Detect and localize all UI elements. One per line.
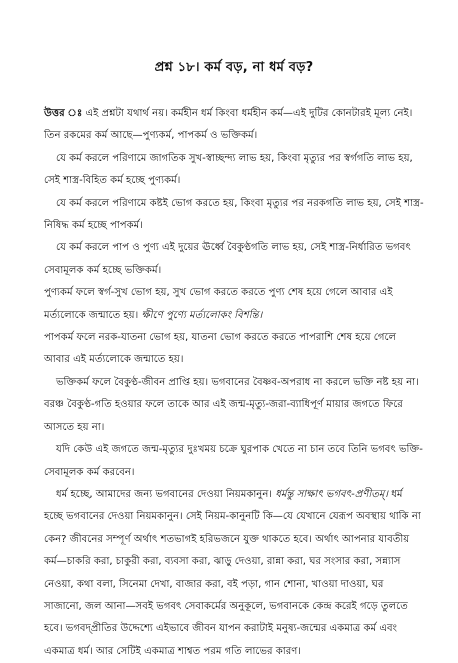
paragraph-text-continued: ধর্ম হচ্ছে ভগবানের দেওয়া নিয়মকানুন। সেই নিয়ম-কানুনটি কি—যে যেখানে যেরূপ অবস্থায় থাকি না কেন? জীবনের সম্পূর্ণ অর্থাৎ শতভাগই হরিভজনে যুক্ত থাকতে হবে। অর্থাৎ আপনার যাবতীয় কর্ম—চাকরি করা, চাকুরী করা, ব্যবসা করা, ঝাড়ু দেওয়া, রান্না করা, ঘর সংসার করা, সন্ন্যাস নেওয়া, কথা বলা, সিনেমা দেখা, বাজার করা, বই পড়া, গান শোনা, খাওয়া দাওয়া, ঘর সাজানো, জল আনা—সবই ভগবৎ সেবাকর্মের অনুকূলে, ভগবানকে কেন্দ্র করেই গড়ে তুলতে হবে। ভগবদ্‌প্রীতির উদ্দেশ্যে এইভাবে জীবন যাপন করাটাই মনুষ্য-জন্মের একমাত্র কর্ম এবং একমাত্র ধর্ম। আর সেটিই একমাত্র শাশ্বত পরম গতি লাভের কারণ। <box>44 488 421 657</box>
paragraph-text: যে কর্ম করলে পাপ ও পুণ্য এই দুয়ের ঊর্ধ্বে বৈকুণ্ঠগতি লাভ হয়, সেই শাস্ত্র-নির্ধারিত ভগবৎ সেবামূলক কর্ম হচ্ছে ভক্তিকর্ম। <box>44 242 411 276</box>
scripture-quote: ক্ষীণে পুণ্যে মর্ত্যলোকং বিশন্তি। <box>141 309 263 321</box>
conclusion-paragraph <box>44 439 424 484</box>
paragraph-text: এই প্রশ্নটা যথার্থ নয়। কর্মহীন ধর্ম কিংবা ধর্মহীন কর্ম—এই দুটির কোনটারই মূল্য নেই। তিন রকমের কর্ম আছে—পুণ্যকর্ম, পাপকর্ম ও ভক্তিকর্ম। <box>44 108 413 142</box>
scripture-quote: ধর্মন্তু সাক্ষাৎ ভগবৎ-প্রণীতম্। <box>275 488 389 500</box>
question-title: প্রশ্ন ১৮। কর্ম বড়, না ধর্ম বড়? <box>154 60 314 75</box>
punya-karma-paragraph <box>44 148 424 193</box>
paragraph-text: পাপকর্ম ফলে নরক-যাতনা ভোগ হয়, যাতনা ভোগ করতে করতে পাপরাশি শেষ হয়ে গেলে আবার এই মর্ত্যলোকে জন্মাতে হয়। <box>44 332 397 366</box>
dharma-paragraph <box>44 484 424 663</box>
papa-karma-paragraph <box>44 193 424 238</box>
bhakti-result-paragraph <box>44 372 424 439</box>
bhakti-karma-paragraph <box>44 237 424 282</box>
punya-result-paragraph <box>44 282 424 327</box>
paragraph-text: যে কর্ম করলে পরিণামে কষ্টই ভোগ করতে হয়, কিংবা মৃত্যুর পর নরকগতি লাভ হয়, সেই শাস্ত্র-নিষিদ্ধ কর্ম হচ্ছে পাপকর্ম। <box>44 197 424 232</box>
papa-result-paragraph <box>44 327 424 372</box>
paragraph-text: যদি কেউ এই জগতে জন্ম-মৃত্যুর দুঃখময় চক্রে ঘুরপাক খেতে না চান তবে তিনি ভগবৎ ভক্তি-সেবামূলক কর্ম করবেন। <box>44 444 423 478</box>
paragraph-text: যে কর্ম করলে পরিণামে জাগতিক সুখ-স্বাচ্ছন্দ্য লাভ হয়, কিংবা মৃত্যুর পর স্বর্গগতি লাভ হয়, সেই শাস্ত্র-বিহিত কর্ম হচ্ছে পুণ্যকর্ম। <box>44 152 413 187</box>
answer-paragraph-1 <box>44 103 424 148</box>
answer-body <box>44 103 424 663</box>
paragraph-text: পুণ্যকর্ম ফলে স্বর্গ-সুখ ভোগ হয়, সুখ ভোগ করতে করতে পুণ্য শেষ হয়ে গেলে আবার এই মর্ত্যলোকে জন্মাতে হয়। <box>44 287 393 321</box>
paragraph-text: ধর্ম হচ্ছে, আমাদের জন্য ভগবানের দেওয়া নিয়মকানুন। <box>56 488 272 500</box>
paragraph-text: ভক্তিকর্ম ফলে বৈকুণ্ঠ-জীবন প্রাপ্তি হয়। ভগবানের বৈষ্ণব-অপরাধ না করলে ভক্তি নষ্ট হয় না। বরঞ্চ বৈকুণ্ঠ-গতি হওয়ার ফলে তাকে আর এই জন্ম-মৃত্যু-জরা-ব্যাধিপূর্ণ মায়ার জগতে ফিরে আসতে হয় না। <box>44 376 419 433</box>
answer-label: উত্তর ঃ <box>44 108 83 119</box>
